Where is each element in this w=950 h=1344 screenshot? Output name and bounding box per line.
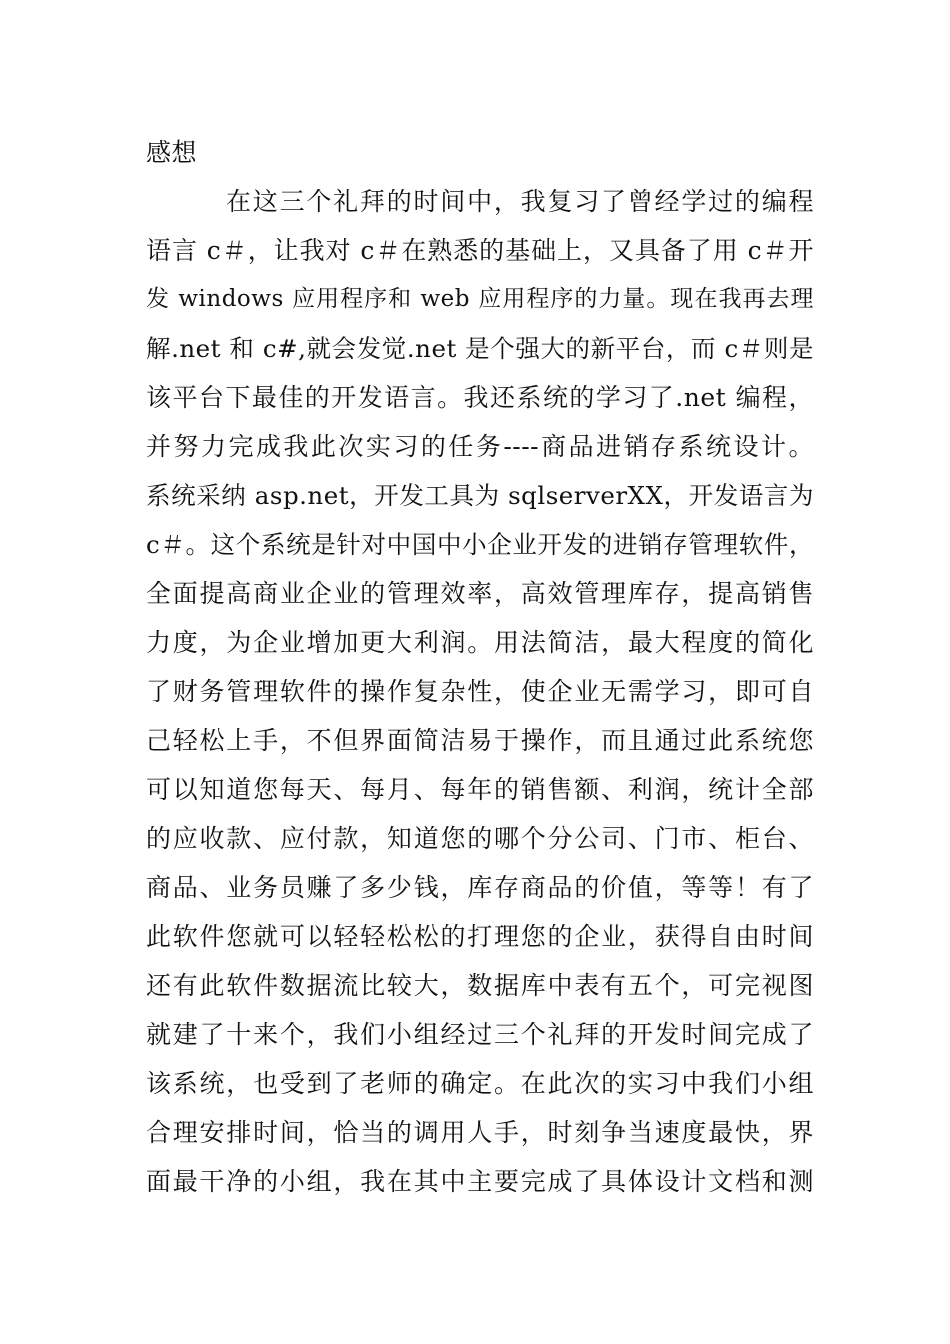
paragraph-line: 系统采纳 asp.net，开发工具为 sqlserverXX，开发语言为: [146, 481, 814, 510]
paragraph-line: 就建了十来个，我们小组经过三个礼拜的开发时间完成了: [146, 1020, 814, 1049]
document-body: [146, 128, 814, 1206]
paragraph-line: 合理安排时间，恰当的调用人手，时刻争当速度最快，界: [146, 1118, 814, 1147]
paragraph-line: 在这三个礼拜的时间中，我复习了曾经学过的编程: [226, 187, 814, 216]
paragraph-line: 该系统，也受到了老师的确定。在此次的实习中我们小组: [146, 1069, 814, 1098]
paragraph-line: 商品、业务员赚了多少钱，库存商品的价值，等等！有了: [146, 873, 814, 902]
paragraph-line: c＃。这个系统是针对中国中小企业开发的进销存管理软件，: [146, 530, 814, 559]
paragraph-line: 力度，为企业增加更大利润。用法简洁，最大程度的简化: [146, 628, 814, 657]
paragraph-line: 面最干净的小组，我在其中主要完成了具体设计文档和测: [146, 1167, 814, 1196]
paragraph-line: 并努力完成我此次实习的任务----商品进销存系统设计。: [146, 432, 814, 461]
paragraph-line: 解.net 和 c#,就会发觉.net 是个强大的新平台，而 c＃则是: [146, 334, 814, 363]
document-heading: 感想: [146, 138, 198, 167]
paragraph-line: 该平台下最佳的开发语言。我还系统的学习了.net 编程，: [146, 383, 814, 412]
paragraph-line: 发 windows 应用程序和 web 应用程序的力量。现在我再去理: [146, 286, 814, 312]
paragraph-line: 全面提高商业企业的管理效率，高效管理库存，提高销售: [146, 579, 814, 608]
paragraph-line: 可以知道您每天、每月、每年的销售额、利润，统计全部: [146, 775, 814, 804]
paragraph-line: 语言 c＃，让我对 c＃在熟悉的基础上，又具备了用 c＃开: [146, 236, 814, 265]
paragraph-line: 此软件您就可以轻轻松松的打理您的企业，获得自由时间: [146, 922, 814, 951]
paragraph-line: 己轻松上手，不但界面简洁易于操作，而且通过此系统您: [146, 726, 814, 755]
paragraph-line: 的应收款、应付款，知道您的哪个分公司、门市、柜台、: [146, 824, 814, 853]
paragraph-line: 了财务管理软件的操作复杂性，使企业无需学习，即可自: [146, 677, 814, 706]
paragraph-line: 还有此软件数据流比较大，数据库中表有五个，可完视图: [146, 971, 814, 1000]
